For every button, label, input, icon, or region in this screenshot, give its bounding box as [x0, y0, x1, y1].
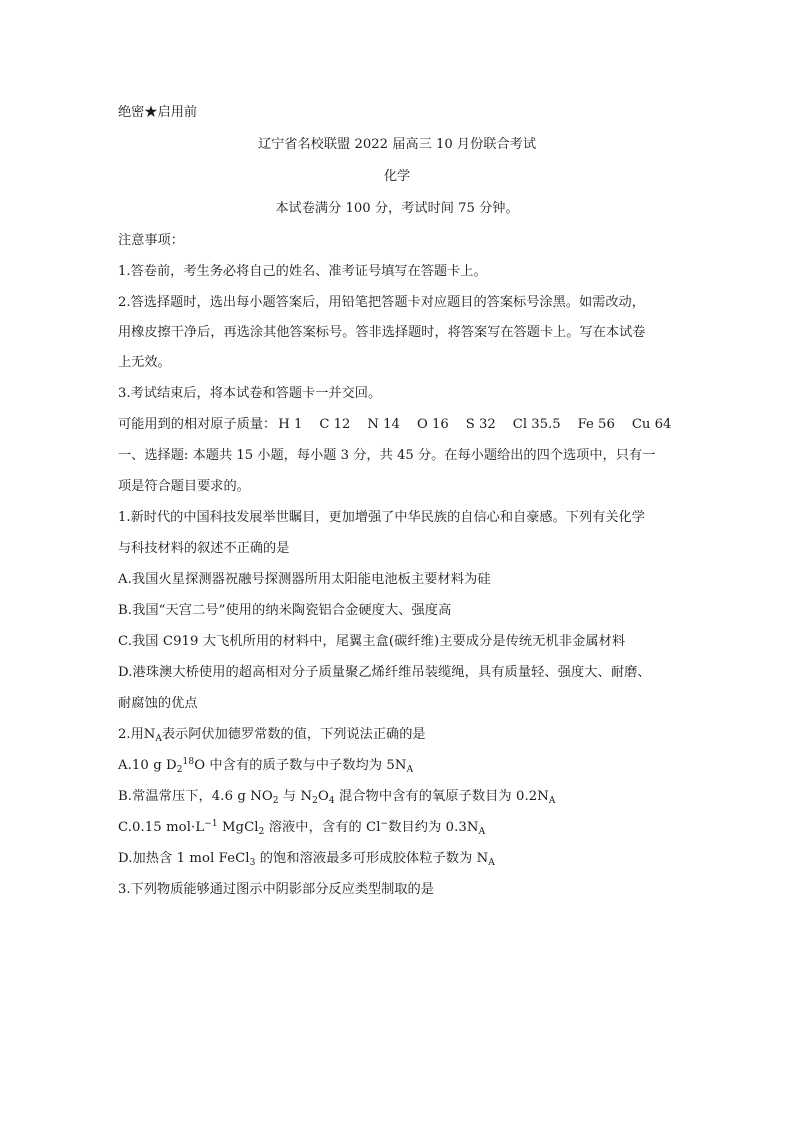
q1-option-b: B.我国“天宫二号”使用的纳米陶瓷铝合金硬度大、强度高	[118, 603, 452, 618]
notes-heading: 注意事项：	[118, 233, 184, 248]
atomic-mass-o: O 16	[416, 417, 449, 432]
section-1-line-1: 一、选择题: 本题共 15 小题，每小题 3 分，共 45 分。在每小题给出的四个选项中，只有一	[118, 448, 656, 463]
secret-label: 绝密★启用前	[118, 105, 198, 120]
note-2-line-3: 上无效。	[118, 355, 171, 370]
note-2-line-1: 2.答选择题时，选出每小题答案后，用铅笔把答题卡对应题目的答案标号涂黑。如需改动，	[118, 295, 645, 310]
q1-option-a: A.我国火星探测器祝融号探测器所用太阳能电池板主要材料为硅	[118, 572, 491, 587]
atomic-mass-s: S 32	[465, 417, 496, 432]
q1-stem-line-1: 1.新时代的中国科技发展举世瞩目，更加增强了中华民族的自信心和自豪感。下列有关化学	[118, 510, 645, 525]
note-1: 1.答卷前，考生务必将自己的姓名、准考证号填写在答题卡上。	[118, 264, 487, 279]
q2-option-c: C.0.15 $mol\cdot L^{-1}$ MgCl$_2$ 溶液中，含有的 Cl−数目约为 $0.3N_A$	[118, 819, 486, 837]
atomic-masses	[118, 416, 671, 434]
atomic-masses-label: 可能用到的相对原子质量：	[118, 417, 277, 432]
q3-stem: 3.下列物质能够通过图示中阴影部分反应类型制取的是	[118, 882, 434, 897]
q1-stem-line-2: 与科技材料的叙述不正确的是	[118, 541, 290, 556]
note-3: 3.考试结束后，将本试卷和答题卡一并交回。	[118, 386, 382, 401]
atomic-mass-n: N 14	[367, 417, 400, 432]
atomic-mass-cu: Cu 64	[631, 417, 672, 432]
q1-option-c: C.我国 C919 大飞机所用的材料中，尾翼主盒(碳纤维)主要成分是传统无机非金属材料	[118, 634, 626, 649]
q1-option-d-line-1: D.港珠澳大桥使用的超高相对分子质量聚乙烯纤维吊装缆绳，具有质量轻、强度大、耐磨、	[118, 665, 651, 680]
q1-option-d-line-2: 耐腐蚀的优点	[118, 696, 198, 711]
exam-title: 辽宁省名校联盟 2022 届高三 10 月份联合考试	[257, 137, 537, 152]
q2-option-b: B.常温常压下，4.6 g $NO_2$ 与 $N_2O_4$ 混合物中含有的氧原子数目为 $0.2N_A$	[118, 789, 556, 806]
atomic-mass-h: H 1	[278, 417, 303, 432]
exam-info: 本试卷满分 100 分，考试时间 75 分钟。	[275, 201, 519, 216]
section-1-line-2: 项是符合题目要求的。	[118, 479, 250, 494]
q2-option-a: A.10 g $D_2^{18}O$ 中含有的质子数与中子数均为 $5N_A$	[118, 757, 414, 775]
q2-option-d: D.加热含 1 mol FeCl$_3$ 的饱和溶液最多可形成胶体粒子数为 $N_A$	[118, 851, 495, 868]
note-2-line-2: 用橡皮擦干净后，再选涂其他答案标号。答非选择题时，将答案写在答题卡上。写在本试卷	[118, 325, 646, 340]
atomic-mass-c: C 12	[319, 417, 351, 432]
atomic-mass-cl: Cl 35.5	[512, 417, 561, 432]
atomic-mass-fe: Fe 56	[577, 417, 615, 432]
q2-stem: 2.用$N_A$表示阿伏加德罗常数的值，下列说法正确的是	[118, 727, 426, 744]
subject-title: 化学	[383, 169, 411, 184]
